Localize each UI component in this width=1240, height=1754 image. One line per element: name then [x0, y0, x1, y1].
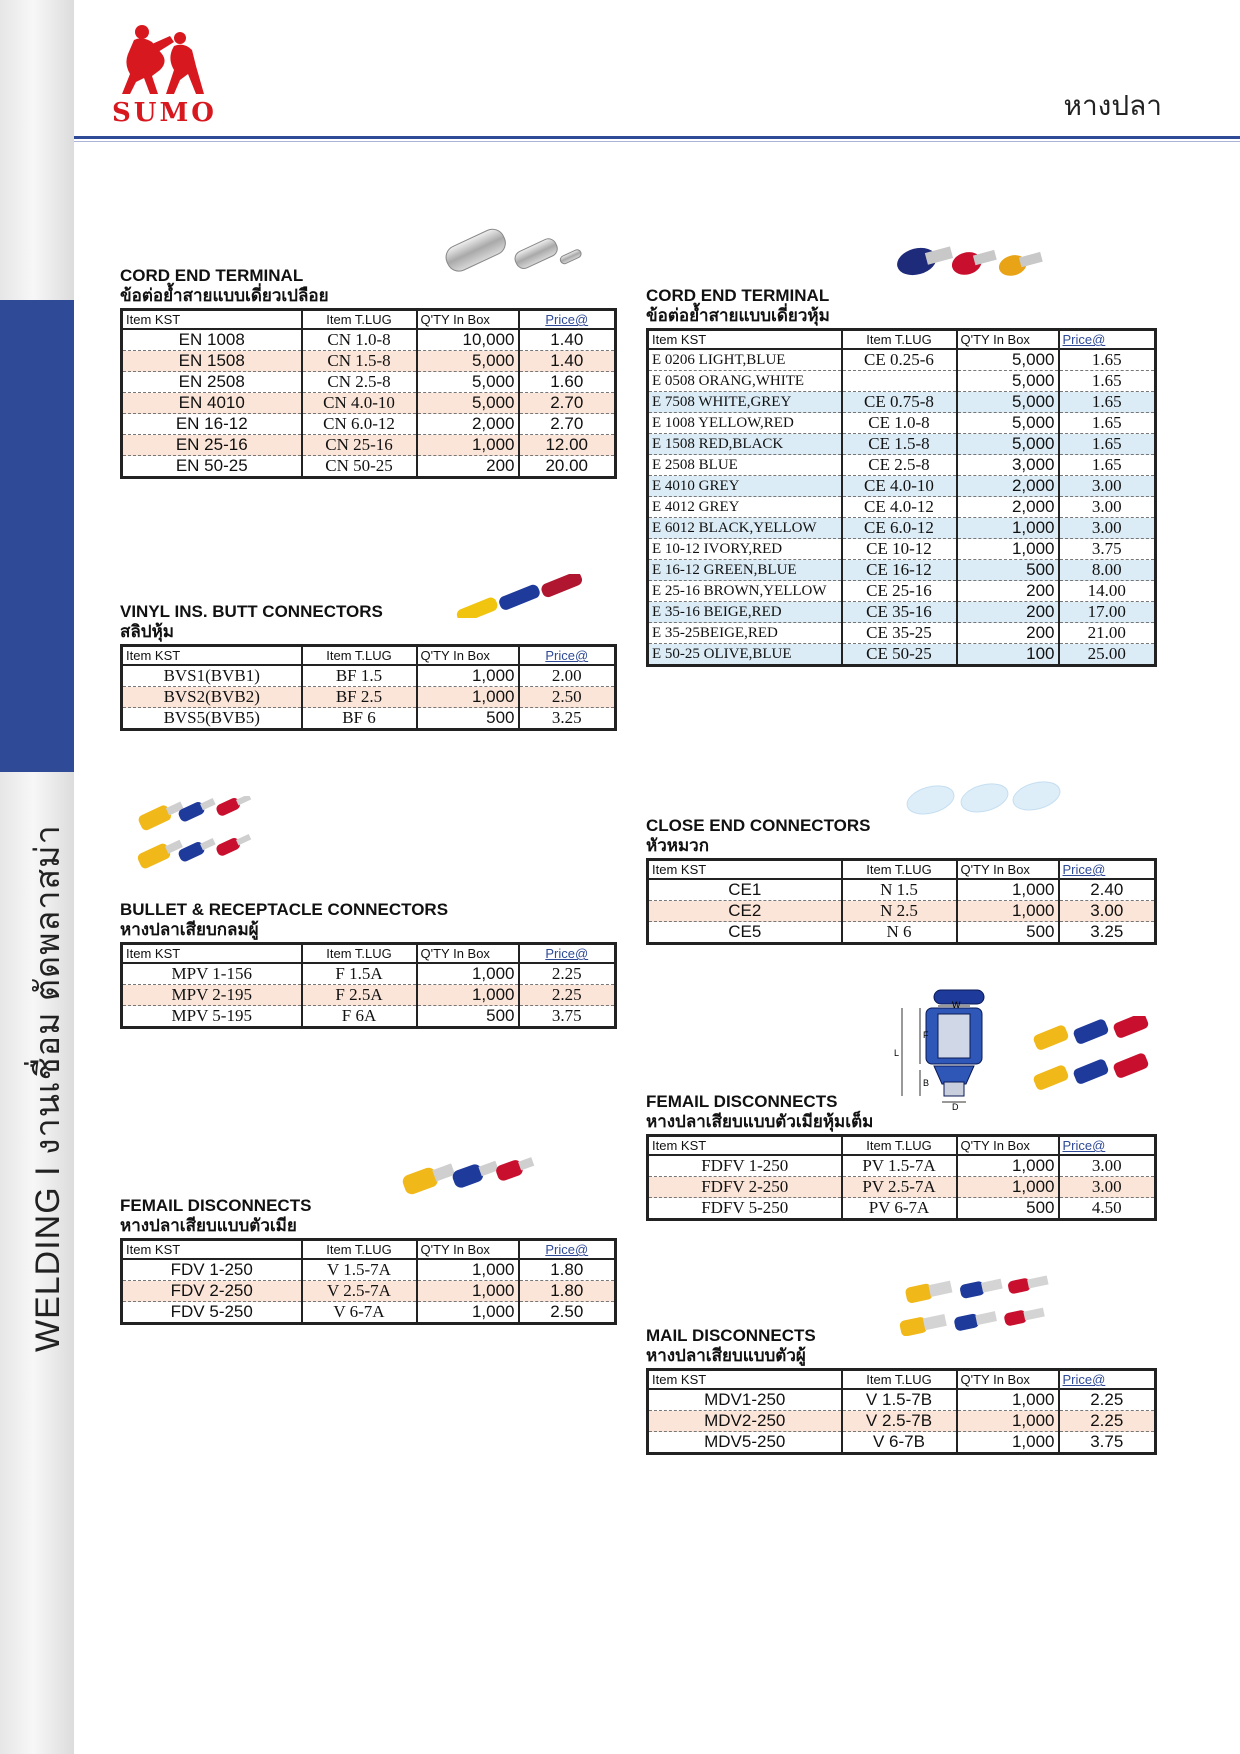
- cell-tlug: V 6-7A: [302, 1302, 417, 1324]
- sumo-logo: [112, 20, 230, 128]
- cell-qty: 500: [417, 708, 519, 730]
- table-row: [648, 922, 1156, 944]
- table-row: [648, 1155, 1156, 1177]
- table-row: [648, 560, 1156, 581]
- cell-tlug: CE 1.0-8: [842, 413, 957, 434]
- cell-qty: 200: [417, 456, 519, 478]
- cell-price: 2.50: [519, 1302, 616, 1324]
- section-title: VINYL INS. BUTT CONNECTORS: [120, 602, 383, 621]
- table-row: [122, 963, 616, 985]
- cell-kst: BVS1(BVB1): [122, 665, 302, 687]
- cell-price: 1.65: [1059, 434, 1156, 455]
- cell-price: 3.00: [1059, 497, 1156, 518]
- cell-tlug: CE 0.25-6: [842, 349, 957, 371]
- cell-tlug: CN 4.0-10: [302, 393, 417, 414]
- cell-price: 14.00: [1059, 581, 1156, 602]
- col-header-qty: Q'TY In Box: [417, 310, 519, 330]
- cell-tlug: CN 25-16: [302, 435, 417, 456]
- cell-price: 8.00: [1059, 560, 1156, 581]
- cell-tlug: N 2.5: [842, 901, 957, 922]
- cell-qty: 1,000: [957, 1177, 1059, 1198]
- diagram-label-b: B: [923, 1078, 930, 1088]
- section-title: FEMAIL DISCONNECTS: [646, 1092, 838, 1111]
- cell-price: 1.65: [1059, 392, 1156, 413]
- section-female-disconnect-full: [646, 1092, 1157, 1221]
- table-row: [648, 879, 1156, 901]
- cell-kst: E 6012 BLACK,YELLOW: [648, 518, 842, 539]
- table-row: [122, 708, 616, 730]
- cell-kst: E 0206 LIGHT,BLUE: [648, 349, 842, 371]
- cell-qty: 1,000: [417, 1259, 519, 1281]
- cell-kst: E 16-12 GREEN,BLUE: [648, 560, 842, 581]
- table-row: [122, 393, 616, 414]
- cell-kst: E 25-16 BROWN,YELLOW: [648, 581, 842, 602]
- cell-kst: FDFV 5-250: [701, 1198, 789, 1217]
- cell-price: 1.80: [519, 1259, 616, 1281]
- diagram-label-w: W: [952, 1000, 961, 1010]
- cell-tlug: CE 35-16: [842, 602, 957, 623]
- cell-price: 2.25: [1059, 1411, 1156, 1432]
- section-title: CORD END TERMINAL: [120, 266, 304, 285]
- cell-price: 20.00: [519, 456, 616, 478]
- section-title: MAIL DISCONNECTS: [646, 1326, 816, 1345]
- cell-qty: 1,000: [957, 1389, 1059, 1411]
- cell-qty: 200: [957, 581, 1059, 602]
- table-row: [122, 1259, 616, 1281]
- price-table: [646, 1368, 1157, 1455]
- diagram-label-f: F: [923, 1030, 929, 1040]
- cell-price: 2.00: [519, 665, 616, 687]
- cell-tlug: BF 6: [302, 708, 417, 730]
- cell-qty: 2,000: [957, 497, 1059, 518]
- cell-kst: MPV 1-156: [122, 963, 302, 985]
- cell-kst: E 1008 YELLOW,RED: [648, 413, 842, 434]
- cell-tlug: CE 16-12: [842, 560, 957, 581]
- cell-tlug: F 2.5A: [302, 985, 417, 1006]
- table-row: [648, 1432, 1156, 1454]
- cell-qty: 200: [957, 602, 1059, 623]
- table-row: [648, 434, 1156, 455]
- cell-qty: 1,000: [957, 879, 1059, 901]
- cell-price: 3.00: [1059, 1155, 1156, 1177]
- cell-tlug: V 2.5-7A: [302, 1281, 417, 1302]
- cell-qty: 10,000: [417, 329, 519, 351]
- table-row: [122, 665, 616, 687]
- price-table: [646, 1134, 1157, 1221]
- female-disconnect-image: [398, 1150, 538, 1200]
- table-row: [648, 349, 1156, 371]
- table-row: [648, 392, 1156, 413]
- table-row: [122, 687, 616, 708]
- cell-qty: 1,000: [957, 1411, 1059, 1432]
- section-subtitle: ข้อต่อย้ำสายแบบเดี่ยวหุ้ม: [646, 306, 830, 325]
- table-row: [648, 1389, 1156, 1411]
- col-header-item-tlug: Item T.LUG: [302, 646, 417, 666]
- cell-qty: 500: [957, 1198, 1059, 1220]
- cell-qty: 2,000: [417, 414, 519, 435]
- cell-price: 1.65: [1059, 413, 1156, 434]
- col-header-item-tlug: Item T.LUG: [842, 1370, 957, 1390]
- cell-kst: MPV 2-195: [122, 985, 302, 1006]
- table-row: [648, 644, 1156, 666]
- cell-kst: BVS2(BVB2): [122, 687, 302, 708]
- cell-price: 3.00: [1059, 518, 1156, 539]
- col-header-item-kst: Item KST: [648, 860, 842, 880]
- cell-tlug: CE 50-25: [842, 644, 957, 666]
- col-header-qty: Q'TY In Box: [417, 1240, 519, 1260]
- cell-price: 3.75: [519, 1006, 616, 1028]
- cell-kst: FDFV 1-250: [648, 1155, 842, 1177]
- cell-price: 1.65: [1059, 455, 1156, 476]
- table-row: [648, 623, 1156, 644]
- cell-tlug: CE 35-25: [842, 623, 957, 644]
- cell-price: 1.65: [1059, 349, 1156, 371]
- col-header-qty: Q'TY In Box: [957, 1370, 1059, 1390]
- cell-kst: EN 16-12: [122, 414, 302, 435]
- section-title: CLOSE END CONNECTORS: [646, 816, 871, 835]
- cell-kst: FDV 5-250: [170, 1302, 253, 1321]
- table-row: [122, 456, 616, 478]
- section-cord-end-insulated: [646, 286, 1157, 667]
- cell-tlug: V 1.5-7A: [302, 1259, 417, 1281]
- cell-kst: MDV1-250: [648, 1389, 842, 1411]
- table-row: [648, 1411, 1156, 1432]
- col-header-item-kst: Item KST: [122, 1240, 302, 1260]
- cell-tlug: PV 1.5-7A: [842, 1155, 957, 1177]
- cell-tlug: V 1.5-7B: [842, 1389, 957, 1411]
- diagram-label-d: D: [952, 1102, 959, 1110]
- col-header-qty: Q'TY In Box: [417, 646, 519, 666]
- table-row: [122, 985, 616, 1006]
- section-subtitle: หางปลาเสียบแบบตัวเมียหุ้มเต็ม: [646, 1112, 874, 1131]
- section-vinyl-butt: [120, 602, 617, 731]
- cell-price: 12.00: [519, 435, 616, 456]
- header-divider: [74, 136, 1240, 139]
- table-row: [122, 1302, 616, 1324]
- cell-kst: EN 1508: [122, 351, 302, 372]
- cell-tlug: F 1.5A: [302, 963, 417, 985]
- cell-tlug: CE 0.75-8: [842, 392, 957, 413]
- cell-tlug: F 6A: [302, 1006, 417, 1028]
- col-header-price[interactable]: Price@: [1059, 860, 1156, 880]
- table-row: [648, 602, 1156, 623]
- cell-qty: 1,000: [417, 665, 519, 687]
- cell-qty: 1,000: [417, 435, 519, 456]
- cell-qty: 1,000: [957, 901, 1059, 922]
- table-row: [122, 329, 616, 351]
- table-row: [122, 1281, 616, 1302]
- cell-tlug: N 1.5: [842, 879, 957, 901]
- cell-qty: 1,000: [417, 963, 519, 985]
- page-title: หางปลา: [1063, 90, 1162, 121]
- cell-kst: E 4012 GREY: [648, 497, 842, 518]
- sidebar-vertical-text: WELDING I งานเชื่อม ตัดพลาสม่า: [29, 824, 67, 1352]
- cell-tlug: CN 50-25: [302, 456, 417, 478]
- diagram-label-l: L: [894, 1048, 900, 1058]
- col-header-item-tlug: Item T.LUG: [842, 1136, 957, 1156]
- cell-tlug: V 2.5-7B: [842, 1411, 957, 1432]
- cell-price: 3.25: [519, 708, 616, 730]
- col-header-item-kst: Item KST: [648, 1136, 842, 1156]
- section-subtitle: ข้อต่อย้ำสายแบบเดี่ยวเปลือย: [120, 286, 329, 305]
- cell-kst: MPV 5-195: [171, 1006, 252, 1025]
- sidebar-accent-band: [0, 300, 74, 772]
- cell-qty: 5,000: [957, 434, 1059, 455]
- cell-kst: EN 50-25: [175, 456, 248, 475]
- cell-qty: 1,000: [417, 985, 519, 1006]
- cell-kst: E 0508 ORANG,WHITE: [648, 371, 842, 392]
- section-cord-end-bare: [120, 266, 617, 479]
- section-subtitle: หัวหมวก: [646, 836, 710, 855]
- cell-tlug: PV 6-7A: [842, 1198, 957, 1220]
- cell-kst: FDV 2-250: [122, 1281, 302, 1302]
- cell-kst: CE2: [648, 901, 842, 922]
- price-table: [120, 308, 617, 479]
- cell-price: 3.00: [1059, 476, 1156, 497]
- col-header-item-kst: Item KST: [648, 330, 842, 350]
- table-row: [648, 518, 1156, 539]
- cell-kst: EN 25-16: [122, 435, 302, 456]
- section-title: CORD END TERMINAL: [646, 286, 830, 305]
- cell-kst: E 35-25BEIGE,RED: [648, 623, 842, 644]
- cell-price: 3.00: [1059, 1177, 1156, 1198]
- col-header-qty: Q'TY In Box: [957, 1136, 1059, 1156]
- cell-tlug: CE 4.0-10: [842, 476, 957, 497]
- table-row: [648, 371, 1156, 392]
- cell-price: 21.00: [1059, 623, 1156, 644]
- col-header-price[interactable]: Price@: [1059, 1370, 1156, 1390]
- cell-tlug: BF 2.5: [302, 687, 417, 708]
- cell-kst: E 2508 BLUE: [648, 455, 842, 476]
- col-header-item-tlug: Item T.LUG: [302, 310, 417, 330]
- cell-kst: E 4010 GREY: [648, 476, 842, 497]
- table-row: [648, 539, 1156, 560]
- cell-kst: E 50-25 OLIVE,BLUE: [648, 644, 842, 666]
- cell-kst: BVS5(BVB5): [163, 708, 260, 727]
- section-male-disconnect: [646, 1326, 1157, 1455]
- cell-qty: 1,000: [417, 1302, 519, 1324]
- price-table: [646, 858, 1157, 945]
- cell-price: 25.00: [1059, 644, 1156, 666]
- section-close-end: [646, 816, 1157, 945]
- table-row: [648, 1198, 1156, 1220]
- section-subtitle: หางปลาเสียบแบบตัวผู้: [646, 1346, 806, 1365]
- col-header-item-kst: Item KST: [122, 646, 302, 666]
- cell-qty: 1,000: [417, 1281, 519, 1302]
- cell-price: 1.60: [519, 372, 616, 393]
- col-header-qty: Q'TY In Box: [957, 330, 1059, 350]
- table-row: [122, 414, 616, 435]
- cell-qty: 500: [957, 560, 1059, 581]
- cell-tlug: CN 1.5-8: [302, 351, 417, 372]
- cell-price: 3.00: [1059, 901, 1156, 922]
- cell-qty: 5,000: [957, 392, 1059, 413]
- table-row: [648, 497, 1156, 518]
- section-title: FEMAIL DISCONNECTS: [120, 1196, 312, 1215]
- section-female-disconnect: [120, 1196, 617, 1325]
- cell-kst: CE5: [728, 922, 762, 941]
- section-subtitle: สลิปหุ้ม: [120, 622, 174, 641]
- col-header-item-tlug: Item T.LUG: [302, 1240, 417, 1260]
- cell-price: 3.25: [1059, 922, 1156, 944]
- cell-tlug: BF 1.5: [302, 665, 417, 687]
- cell-tlug: CE 10-12: [842, 539, 957, 560]
- cell-price: 2.40: [1059, 879, 1156, 901]
- col-header-item-tlug: Item T.LUG: [842, 860, 957, 880]
- col-header-item-kst: Item KST: [648, 1370, 842, 1390]
- table-row: [648, 901, 1156, 922]
- cell-price: 1.40: [519, 329, 616, 351]
- cell-qty: 3,000: [957, 455, 1059, 476]
- cell-qty: 1,000: [957, 539, 1059, 560]
- cell-tlug: CN 6.0-12: [302, 414, 417, 435]
- cell-tlug: CE 25-16: [842, 581, 957, 602]
- header-divider-thin: [74, 141, 1240, 142]
- cell-kst: E 7508 WHITE,GREY: [648, 392, 842, 413]
- cell-price: 2.25: [519, 963, 616, 985]
- cell-qty: 5,000: [417, 393, 519, 414]
- col-header-qty: Q'TY In Box: [957, 860, 1059, 880]
- table-row: [122, 1006, 616, 1028]
- price-table: [646, 328, 1157, 667]
- female-fully-insulated-image: [1030, 1016, 1160, 1096]
- cell-tlug: CE 4.0-12: [842, 497, 957, 518]
- cell-qty: 500: [957, 922, 1059, 944]
- cell-qty: 1,000: [957, 1432, 1059, 1454]
- cell-tlug: CN 2.5-8: [302, 372, 417, 393]
- section-title: BULLET & RECEPTACLE CONNECTORS: [120, 900, 449, 919]
- table-row: [122, 351, 616, 372]
- cell-qty: 1,000: [417, 687, 519, 708]
- col-header-item-kst: Item KST: [122, 944, 302, 964]
- cell-qty: 5,000: [957, 349, 1059, 371]
- cell-qty: 5,000: [417, 372, 519, 393]
- cell-qty: 5,000: [957, 371, 1059, 392]
- section-bullet: [120, 900, 617, 1029]
- section-subtitle: หางปลาเสียบกลมผู้: [120, 920, 259, 939]
- cell-tlug: [842, 371, 957, 392]
- cell-price: 1.65: [1059, 371, 1156, 392]
- cell-price: 1.80: [519, 1281, 616, 1302]
- cell-price: 2.70: [519, 393, 616, 414]
- col-header-price[interactable]: Price@: [519, 310, 616, 330]
- cell-price: 3.75: [1059, 539, 1156, 560]
- table-row: [648, 581, 1156, 602]
- cell-price: 2.50: [519, 687, 616, 708]
- col-header-price[interactable]: Price@: [519, 1240, 616, 1260]
- cell-price: 17.00: [1059, 602, 1156, 623]
- cell-price: 3.75: [1059, 1432, 1156, 1454]
- col-header-item-kst: Item KST: [122, 310, 302, 330]
- section-subtitle: หางปลาเสียบแบบตัวเมีย: [120, 1216, 297, 1235]
- cell-tlug: CN 1.0-8: [302, 329, 417, 351]
- price-table: [120, 1238, 617, 1325]
- cell-kst: MDV2-250: [648, 1411, 842, 1432]
- cell-tlug: CE 2.5-8: [842, 455, 957, 476]
- table-row: [648, 413, 1156, 434]
- cell-price: 1.40: [519, 351, 616, 372]
- col-header-qty: Q'TY In Box: [417, 944, 519, 964]
- cell-tlug: CE 6.0-12: [842, 518, 957, 539]
- col-header-price[interactable]: Price@: [1059, 330, 1156, 350]
- logo-wordmark: SUMO: [112, 98, 217, 128]
- table-row: [648, 1177, 1156, 1198]
- bullet-connector-image: [134, 796, 264, 876]
- col-header-item-tlug: Item T.LUG: [302, 944, 417, 964]
- cell-tlug: N 6: [842, 922, 957, 944]
- cell-kst: EN 4010: [122, 393, 302, 414]
- col-header-price[interactable]: Price@: [1059, 1136, 1156, 1156]
- cell-qty: 5,000: [957, 413, 1059, 434]
- price-table: [120, 942, 617, 1029]
- cell-qty: 200: [957, 623, 1059, 644]
- cell-kst: FDFV 2-250: [648, 1177, 842, 1198]
- cell-price: 4.50: [1059, 1198, 1156, 1220]
- cell-qty: 2,000: [957, 476, 1059, 497]
- cell-qty: 1,000: [957, 518, 1059, 539]
- cell-kst: E 10-12 IVORY,RED: [648, 539, 842, 560]
- table-row: [122, 372, 616, 393]
- cell-kst: EN 1008: [122, 329, 302, 351]
- cell-qty: 500: [417, 1006, 519, 1028]
- col-header-price[interactable]: Price@: [519, 646, 616, 666]
- cell-kst: E 35-16 BEIGE,RED: [648, 602, 842, 623]
- table-row: [648, 476, 1156, 497]
- cell-kst: FDV 1-250: [122, 1259, 302, 1281]
- cell-tlug: PV 2.5-7A: [842, 1177, 957, 1198]
- cell-price: 2.70: [519, 414, 616, 435]
- sumo-wrestler-icon: [112, 20, 230, 100]
- cell-kst: E 1508 RED,BLACK: [648, 434, 842, 455]
- col-header-item-tlug: Item T.LUG: [842, 330, 957, 350]
- cell-tlug: CE 1.5-8: [842, 434, 957, 455]
- table-row: [122, 435, 616, 456]
- cell-tlug: V 6-7B: [842, 1432, 957, 1454]
- col-header-price[interactable]: Price@: [519, 944, 616, 964]
- table-row: [648, 455, 1156, 476]
- cell-price: 2.25: [1059, 1389, 1156, 1411]
- cell-qty: 100: [957, 644, 1059, 666]
- cell-kst: CE1: [648, 879, 842, 901]
- insulated-cord-end-image: [892, 234, 1052, 280]
- cell-qty: 5,000: [417, 351, 519, 372]
- cell-kst: EN 2508: [122, 372, 302, 393]
- cell-qty: 1,000: [957, 1155, 1059, 1177]
- price-table: [120, 644, 617, 731]
- cell-kst: MDV5-250: [704, 1432, 786, 1451]
- cell-price: 2.25: [519, 985, 616, 1006]
